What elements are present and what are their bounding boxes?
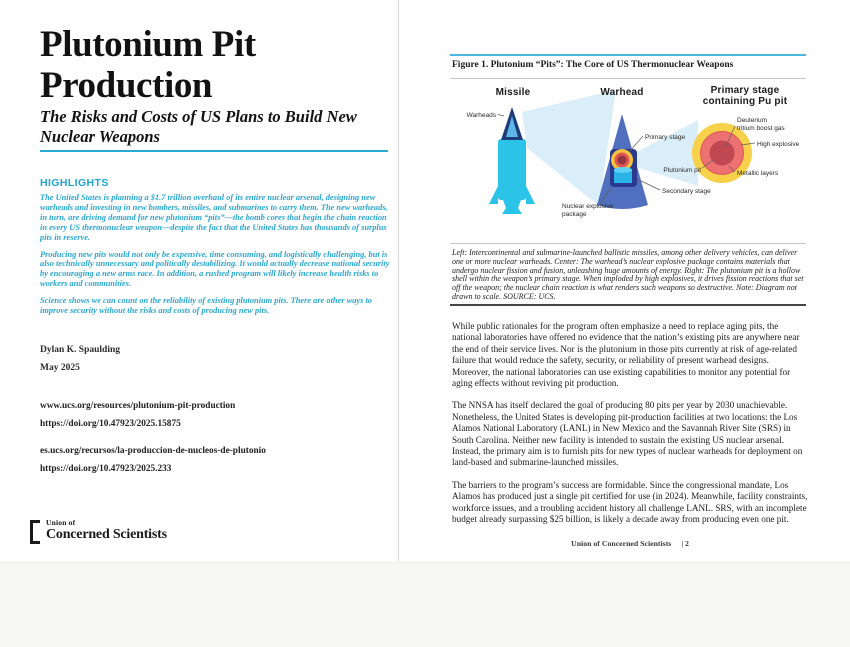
figure-diagram	[450, 80, 806, 242]
body-text	[452, 321, 808, 537]
label-secondary-stage: Secondary stage	[662, 188, 711, 195]
body-paragraph: The NNSA has itself declared the goal of producing 80 pits per year by 2030 unachievable. Nonetheless, the United States is developing pit-production facilities at two locations: the Los Alamos National Laboratory (LANL) in New Mexico and the Savannah River Site (SRS) in South Carolina. Neither new facility is intended to sustain the existing US nuclear arsenal. Instead, the primary aim is to furnish pits for new types of nuclear warheads for deployment on land-based and submarine-launched missiles.	[452, 400, 803, 468]
label-boost-gas-line1: Deuterium	[737, 117, 767, 124]
body-paragraph: The barriers to the program’s success are formidable. Since the congressional mandate, Los Alamos has produced just a single pit certified for use (in 2024). Meanwhile, facility constraints, workforce issues, and a troubling accident history all challenge LANL. SRS, with an incomplete budget already surpassing $25 billion, is likely a decade away from producing even one pit.	[452, 479, 808, 525]
body-paragraph: While public rationales for the program often emphasize a need to replace aging pits, the national laboratories have offered no evidence that the nation’s existing pits are anywhere near the end of their service lives. Nor is the plutonium in those pits currently at risk of age-related failure that would reduce the safety, security, or reliability of present warhead designs. Moreover, the national laboratories can use existing capabilities to monitor any potential for aging effects without reviving pit production.	[452, 321, 800, 389]
zoom-beam-warhead-to-pit	[633, 120, 698, 186]
figure-inner-rule-bottom	[450, 243, 806, 244]
header-primary-stage-line1: Primary stage	[710, 85, 780, 96]
logo-text-top: Union of	[46, 518, 76, 527]
plutonium-pit-core	[710, 141, 735, 166]
highlight-paragraph: Producing new pits would not only be expensive, time consuming, and logistically challenging, but is also technically unnecessary and politically destabilizing. It would actually decrease national security by encouraging a new arms race. In addition, a rushed program will likely increase health risks to workers and communities.	[40, 249, 390, 289]
label-boost-gas-line2: tritium boost gas	[737, 125, 785, 132]
figure-bottom-rule	[450, 304, 806, 306]
logo-text-bottom: Concerned Scientists	[46, 527, 167, 542]
figure-caption: Left: Intercontinental and submarine-launched ballistic missiles, among other delivery vehicles, can deliver one or more nuclear warheads. Center: The warhead’s nuclear explosive package contains materials that undergo nuclear fission and fusion, unleashing huge amounts of energy. Right: The plutonium pit is a hollow shell within the weapon’s primary stage. When imploded by high explosives, it drives fission reactions that set off the weapon; the nuclear chain reaction is what renders such weapons so destructive. Note: Diagram not drawn to scale. SOURCE: UCS.	[452, 248, 804, 301]
header-warhead: Warhead	[600, 87, 644, 98]
figure-title: Figure 1. Plutonium “Pits”: The Core of US Thermonuclear Weapons	[452, 60, 734, 70]
logo-bracket-icon	[30, 520, 40, 544]
report-url-spanish[interactable]: es.ucs.org/recursos/la-produccion-de-nucleos-de-plutonio	[40, 446, 266, 456]
label-warheads: Warheads	[466, 112, 496, 119]
label-high-explosive: High explosive	[757, 141, 800, 148]
report-url[interactable]: www.ucs.org/resources/plutonium-pit-production	[40, 401, 236, 411]
label-metallic-layers: Metallic layers	[737, 170, 779, 177]
title-rule	[40, 150, 388, 152]
author-name: Dylan K. Spaulding	[40, 345, 120, 355]
label-nuclear-explosive-package-line2: package	[562, 211, 587, 218]
label-plutonium-pit: Plutonium pit	[663, 167, 701, 174]
highlights-section	[40, 193, 390, 323]
label-primary-stage: Primary stage	[645, 134, 686, 141]
page-title: Plutonium Pit Production	[40, 24, 256, 106]
header-primary-stage-line2: containing Pu pit	[702, 96, 788, 107]
highlights-heading: HIGHLIGHTS	[40, 177, 109, 189]
page-footer	[452, 539, 808, 548]
doi-link[interactable]: https://doi.org/10.47923/2025.15875	[40, 419, 181, 429]
figure-inner-rule-top	[450, 78, 806, 79]
highlight-paragraph: The United States is planning a $1.7 trillion overhaul of its entire nuclear arsenal, designing new warheads and investing in new bombers, missiles, and submarines to carry them. The new warheads, in turn, are driving demand for new plutonium “pits”—the bomb cores that begin the chain reaction in every US thermonuclear weapon—despite the fact that the United States has thousands of surplus pits in reserve.	[40, 193, 388, 242]
label-nuclear-explosive-package-line1: Nuclear explosive	[562, 203, 614, 210]
ucs-logo	[30, 518, 167, 544]
highlight-paragraph: Science shows we can count on the reliability of existing plutonium pits. There are other ways to improve security without the risks and costs of producing new pits.	[40, 296, 372, 316]
footer-page-number: | 2	[681, 539, 689, 548]
page-subtitle: The Risks and Costs of US Plans to Build New Nuclear Weapons	[40, 107, 357, 146]
page-bottom-edge	[0, 562, 850, 647]
figure-top-rule	[450, 54, 806, 56]
doi-link-spanish[interactable]: https://doi.org/10.47923/2025.233	[40, 464, 172, 474]
publication-date: May 2025	[40, 363, 80, 373]
header-missile: Missile	[495, 87, 531, 98]
footer-org: Union of Concerned Scientists	[571, 539, 672, 548]
